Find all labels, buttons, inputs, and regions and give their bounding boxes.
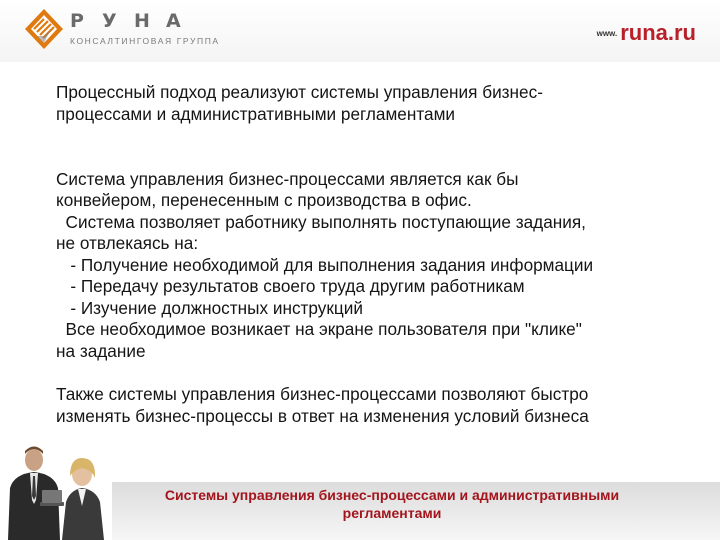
brand-letter: А — [166, 10, 181, 32]
text-line: изменять бизнес-процессы в ответ на изменения условий бизнеса — [56, 405, 589, 426]
text-line: конвейером, перенесенным с производства в офис. — [56, 190, 472, 210]
site-domain: runa.ru — [620, 20, 696, 45]
site-link[interactable] — [597, 20, 696, 46]
slide-body — [56, 82, 696, 427]
text-line: Система позволяет работнику выполнять поступающие задания, — [56, 211, 586, 232]
text-line: - Изучение должностных инструкций — [56, 297, 363, 318]
text-line: Система управления бизнес-процессами является как бы — [56, 168, 519, 189]
brand-name — [70, 10, 198, 32]
footer-line: Системы управления бизнес-процессами и административными — [164, 487, 620, 503]
brand-subtitle: КОНСАЛТИНГОВАЯ ГРУППА — [70, 36, 220, 46]
text-line: Также системы управления бизнес-процессами позволяют быстро — [56, 384, 589, 404]
brand-letter: У — [102, 10, 117, 32]
text-line: не отвлекаясь на: — [56, 233, 199, 253]
runa-logo-icon — [24, 8, 64, 50]
brand-letter: Р — [70, 10, 84, 32]
text-line: на задание — [56, 340, 146, 361]
paragraph-intro — [56, 82, 696, 125]
footer-line: регламентами — [342, 505, 442, 521]
paragraph-conclusion — [56, 384, 696, 427]
text-line: - Получение необходимой для выполнения задания информации — [56, 254, 594, 275]
text-line: Процессный подход реализуют системы управления бизнес- — [56, 82, 543, 102]
paragraph-system — [56, 147, 696, 362]
text-line: процессами и административными регламентами — [56, 103, 456, 124]
brand-letter: Н — [134, 10, 150, 32]
text-line: Все необходимое возникает на экране пользователя при "клике" — [56, 319, 582, 339]
footer-title — [112, 486, 672, 522]
site-prefix: www. — [596, 28, 618, 38]
text-line: - Передачу результатов своего труда другим работникам — [56, 276, 525, 296]
business-people-image — [0, 440, 112, 540]
